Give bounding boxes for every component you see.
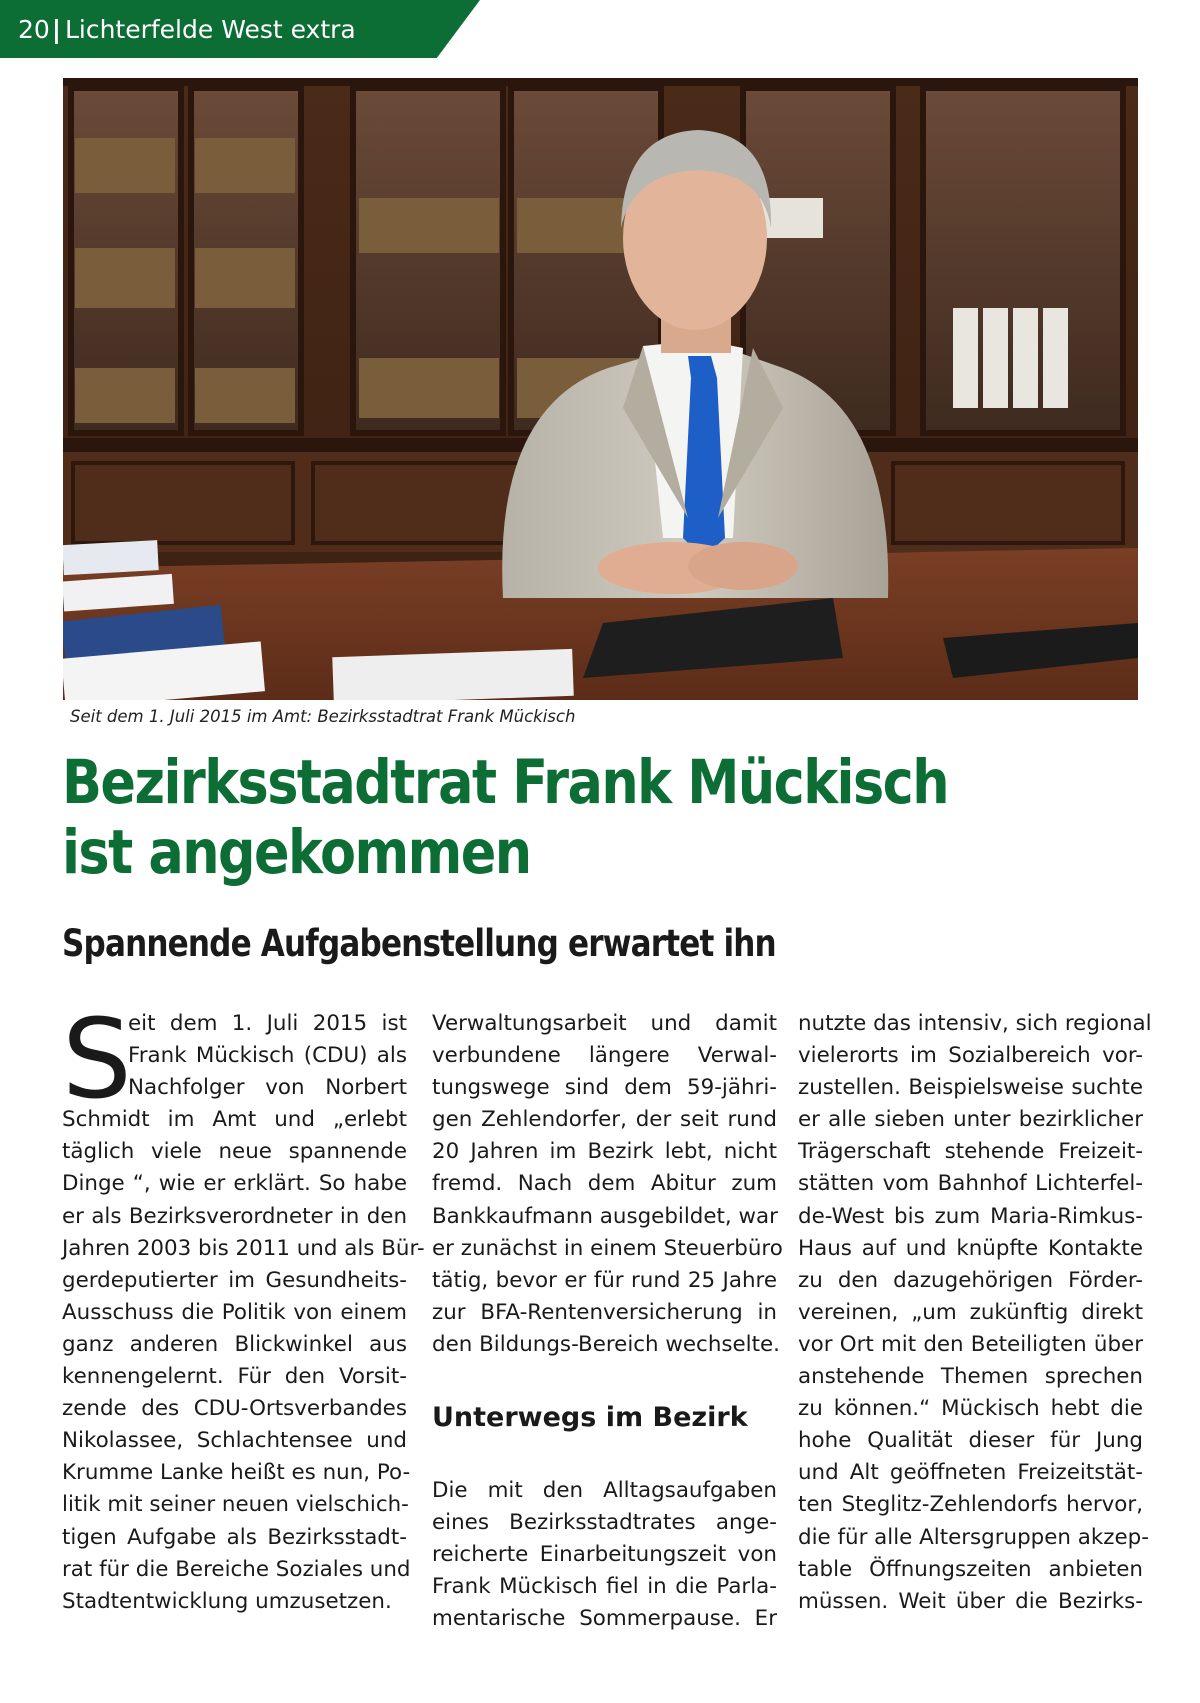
text-line: den Bildungs-Bereich wechselte.	[432, 1331, 780, 1357]
article-column-2	[432, 1008, 783, 1361]
text-line: Schmidt im Amt und „erlebt	[62, 1107, 407, 1133]
article-column-2-continued	[432, 1475, 777, 1635]
text-line: müssen. Weit über die Bezirks-	[798, 1588, 1143, 1614]
section-title: Lichterfelde West extra	[64, 15, 356, 44]
text-line: nutzte das intensiv, sich regional	[798, 1011, 1152, 1036]
text-line: tungswege sind dem 59-jähri-	[432, 1075, 777, 1101]
text-line: Frank Mückisch fiel in die Parla-	[432, 1574, 777, 1600]
text-line: zustellen. Beispielsweise suchte	[798, 1075, 1143, 1101]
page-number: 20	[18, 15, 50, 44]
text-line: vielerorts im Sozialbereich vor-	[798, 1043, 1143, 1069]
text-line: gerdeputierter im Gesundheits-	[62, 1267, 407, 1293]
text-line: die für alle Altersgruppen akzep-	[798, 1524, 1149, 1550]
text-line: stätten vom Bahnhof Lichterfel-	[798, 1171, 1143, 1197]
headline-line-2: ist angekommen	[62, 817, 531, 888]
text-line: Nachfolger von Norbert	[128, 1075, 407, 1101]
text-line: Haus auf und knüpfte Kontakte	[798, 1235, 1143, 1261]
text-line: kennengelernt. Für den Vorsit-	[62, 1364, 407, 1390]
text-line: gen Zehlendorfer, der seit rund	[432, 1107, 777, 1133]
text-line: verbundene längere Verwal-	[432, 1043, 777, 1069]
text-line: vereinen, „um zukünftig direkt	[798, 1299, 1143, 1325]
text-line: zu können.“ Mückisch hebt die	[798, 1396, 1143, 1422]
text-line: rat für die Bereiche Soziales und	[62, 1556, 411, 1582]
text-line: Frank Mückisch (CDU) als	[128, 1043, 407, 1069]
section-header	[18, 10, 356, 50]
text-line: Trägerschaft stehende Freizeit-	[798, 1139, 1143, 1165]
text-line: zende des CDU-Ortsverbandes	[62, 1396, 407, 1422]
text-line: Bankkaufmann ausgebildet, war	[432, 1203, 778, 1229]
text-line: table Öffnungszeiten anbieten	[798, 1556, 1143, 1582]
text-line: hohe Qualität dieser für Jung	[798, 1428, 1143, 1454]
photo-caption: Seit dem 1. Juli 2015 im Amt: Bezirksstadtrat Frank Mückisch	[70, 707, 576, 726]
text-line: er als Bezirksverordneter in den	[62, 1203, 407, 1229]
text-line: er alle sieben unter bezirklicher	[798, 1107, 1143, 1133]
portrait-photo-illustration	[63, 78, 1138, 700]
text-line: fremd. Nach dem Abitur zum	[432, 1171, 777, 1197]
text-line: ten Steglitz-Zehlendorfs hervor,	[798, 1492, 1143, 1518]
text-line: Die mit den Alltagsaufgaben	[432, 1478, 777, 1503]
text-line: und Alt geöffneten Freizeitstät-	[798, 1460, 1143, 1486]
text-line: vor Ort mit den Beteiligten über	[798, 1331, 1143, 1357]
text-line: reicherte Einarbeitungszeit von	[432, 1542, 777, 1568]
text-line: tigen Aufgabe als Bezirksstadt-	[62, 1524, 407, 1550]
headline-line-1: Bezirksstadtrat Frank Mückisch	[62, 747, 949, 818]
article-photo	[63, 78, 1138, 700]
text-line: Nikolassee, Schlachtensee und	[62, 1428, 407, 1454]
text-line: litik mit seiner neuen vielschich-	[62, 1492, 409, 1518]
text-line: zu den dazugehörigen Förder-	[798, 1267, 1143, 1293]
section-subheading: Unterwegs im Bezirk	[432, 1402, 748, 1433]
text-line: 20 Jahren im Bezirk lebt, nicht	[432, 1139, 777, 1165]
text-line: de-West bis zum Maria-Rimkus-	[798, 1203, 1143, 1229]
text-line: mentarische Sommerpause. Er	[432, 1606, 777, 1632]
text-line: Dinge “, wie er erklärt. So habe	[62, 1171, 407, 1197]
text-line: eit dem 1. Juli 2015 ist	[128, 1011, 407, 1036]
text-line: Krumme Lanke heißt es nun, Po-	[62, 1460, 411, 1486]
article-subheadline: Spannende Aufgabenstellung erwartet ihn	[62, 922, 776, 965]
text-line: zur BFA-Rentenversicherung in	[432, 1299, 777, 1325]
text-line: er zunächst in einem Steuerbüro	[432, 1235, 783, 1261]
article-column-3	[798, 1008, 1152, 1618]
text-line: Stadtentwicklung umzusetzen.	[62, 1588, 392, 1614]
text-line: täglich viele neue spannende	[62, 1139, 407, 1165]
article-headline	[62, 748, 991, 888]
text-line: eines Bezirksstadtrates ange-	[432, 1510, 777, 1536]
drop-cap: S	[62, 995, 132, 1123]
article-column-1	[62, 1008, 425, 1618]
text-line: Jahren 2003 bis 2011 und als Bür-	[62, 1235, 425, 1261]
text-line: tätig, bevor er für rund 25 Jahre	[432, 1267, 777, 1293]
header-divider: |	[51, 15, 61, 44]
text-line: ganz anderen Blickwinkel aus	[62, 1331, 407, 1357]
text-line: Ausschuss die Politik von einem	[62, 1299, 407, 1325]
text-line: anstehende Themen sprechen	[798, 1364, 1143, 1390]
text-line: Verwaltungsarbeit und damit	[432, 1011, 777, 1036]
